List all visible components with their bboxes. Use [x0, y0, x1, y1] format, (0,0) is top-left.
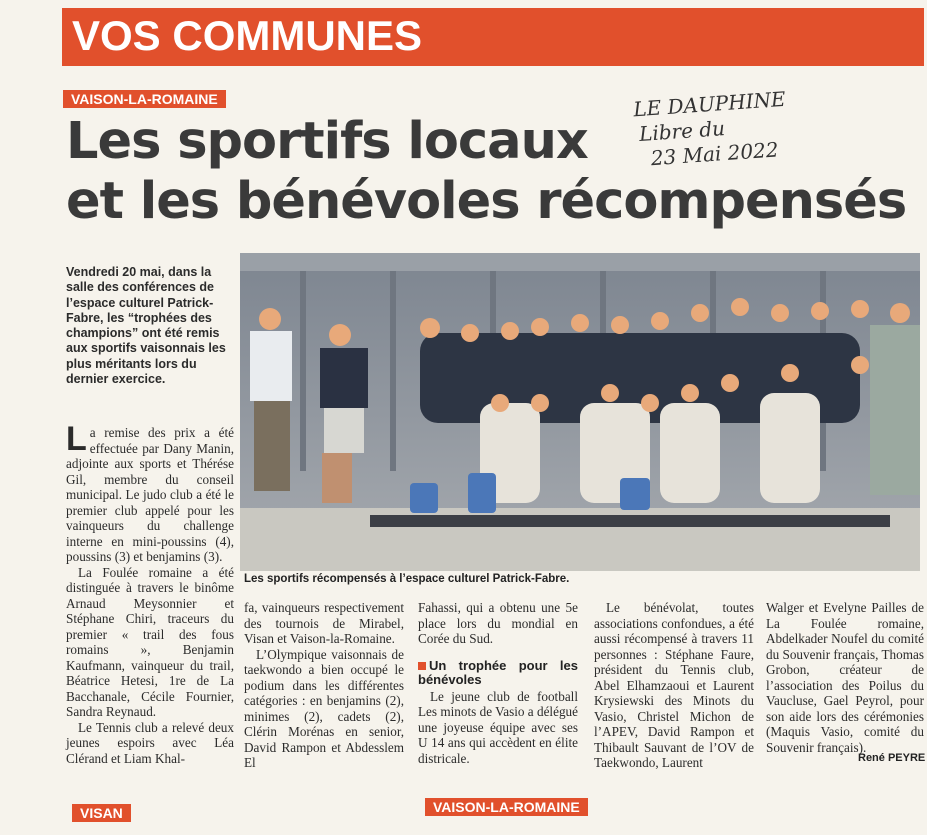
handwritten-note — [633, 87, 790, 172]
article-column-3 — [418, 600, 578, 766]
group-photo — [240, 253, 920, 571]
section-banner — [62, 8, 924, 66]
handnote-line-2: Libre du — [638, 116, 726, 147]
paragraph: Walger et Evelyne Pailles de La Foulée romaine, Abdelkader Noufel du comité du Souvenir français, Thomas Grobon, créateur de l’association des Poilus du Vaucluse, Gael Peyrol, pour son aide lors des cérémonies (Maquis Vasio, comité du Souvenir français). — [766, 600, 924, 755]
paragraph: La remise des prix a été effectuée par Dany Manin, adjointe aux sports et Thérése Gil, membre du conseil municipal. Le judo club a été le premier club appelé pour les vainqueurs du challenge interne en mini-poussins (4), poussins (3) et benjamins (3). — [66, 420, 234, 564]
paragraph: Le Tennis club a relevé deux jeunes espoirs avec Léa Clérand et Liam Khal- — [66, 719, 234, 766]
article-column-5 — [766, 600, 924, 755]
photo-caption: Les sportifs récompensés à l’espace culturel Patrick-Fabre. — [244, 573, 570, 585]
headline-line-1: Les sportifs locaux — [66, 112, 588, 171]
bullet-icon — [418, 662, 426, 670]
group-photo-image — [240, 253, 920, 571]
headline-line-2: et les bénévoles récompensés — [66, 172, 907, 231]
section-title: VOS COMMUNES — [72, 12, 423, 59]
bottom-tag-center: VAISON-LA-ROMAINE — [425, 798, 588, 816]
paragraph: Le bénévolat, toutes associations confondues, a été aussi récompensé à travers 11 personnes : Stéphane Faure, président du Tennis club, Abel Elhamzaoui et Laurent Krysiewski des Minots du Vasio, Christel Michon de l’APEV, David Rampon et Thibault Sauvant de l’OV de Taekwondo, Laurent — [594, 600, 754, 770]
handnote-line-1: LE DAUPHINE — [632, 86, 787, 122]
paragraph: Fahassi, qui a obtenu une 5e place lors du mondial en Corée du Sud. — [418, 600, 578, 646]
paragraph: fa, vainqueurs respectivement des tournois de Mirabel, Visan et Vaison-la-Romaine. — [244, 600, 404, 646]
paragraph: Le jeune club de football Les minots de Vasio a délégué une joyeuse équipe avec ses U 14 ans qui accèdent en élite districale. — [418, 688, 578, 766]
subheading: Un trophée pour les bénévoles — [418, 657, 578, 687]
article-intro: Vendredi 20 mai, dans la salle des conférences de l’espace culturel Patrick-Fabre, les “trophées des champions” ont été remis aux sportifs vaisonnais les plus méritants lors du dernier exercice. — [66, 265, 226, 387]
location-tag: VAISON-LA-ROMAINE — [63, 90, 226, 108]
author-signature: René PEYRE — [858, 752, 926, 764]
article-column-4 — [594, 600, 754, 771]
handnote-line-3: 23 Mai 2022 — [650, 137, 780, 171]
article-column-2 — [244, 600, 404, 771]
article-column-1 — [66, 420, 234, 766]
drop-cap: L — [66, 420, 87, 458]
paragraph: La Foulée romaine a été distinguée à travers le binôme Arnaud Meysonnier et Stéphane Chiri, traceurs du premier « trail des fous romains », Benjamin Kaufmann, vainqueur du trail, Béatrice Hetesi, 1re de La Bacchanale, Cécile Fournier, Sandra Reynaud. — [66, 564, 234, 719]
bottom-tag-left: VISAN — [72, 804, 131, 822]
paragraph: L’Olympique vaisonnais de taekwondo a bien occupé le podium dans les différentes catégories : en benjamins (2), minimes (2), cadets (2), Clérin Morénas en senior, David Rampon et Abdesslem El — [244, 646, 404, 770]
